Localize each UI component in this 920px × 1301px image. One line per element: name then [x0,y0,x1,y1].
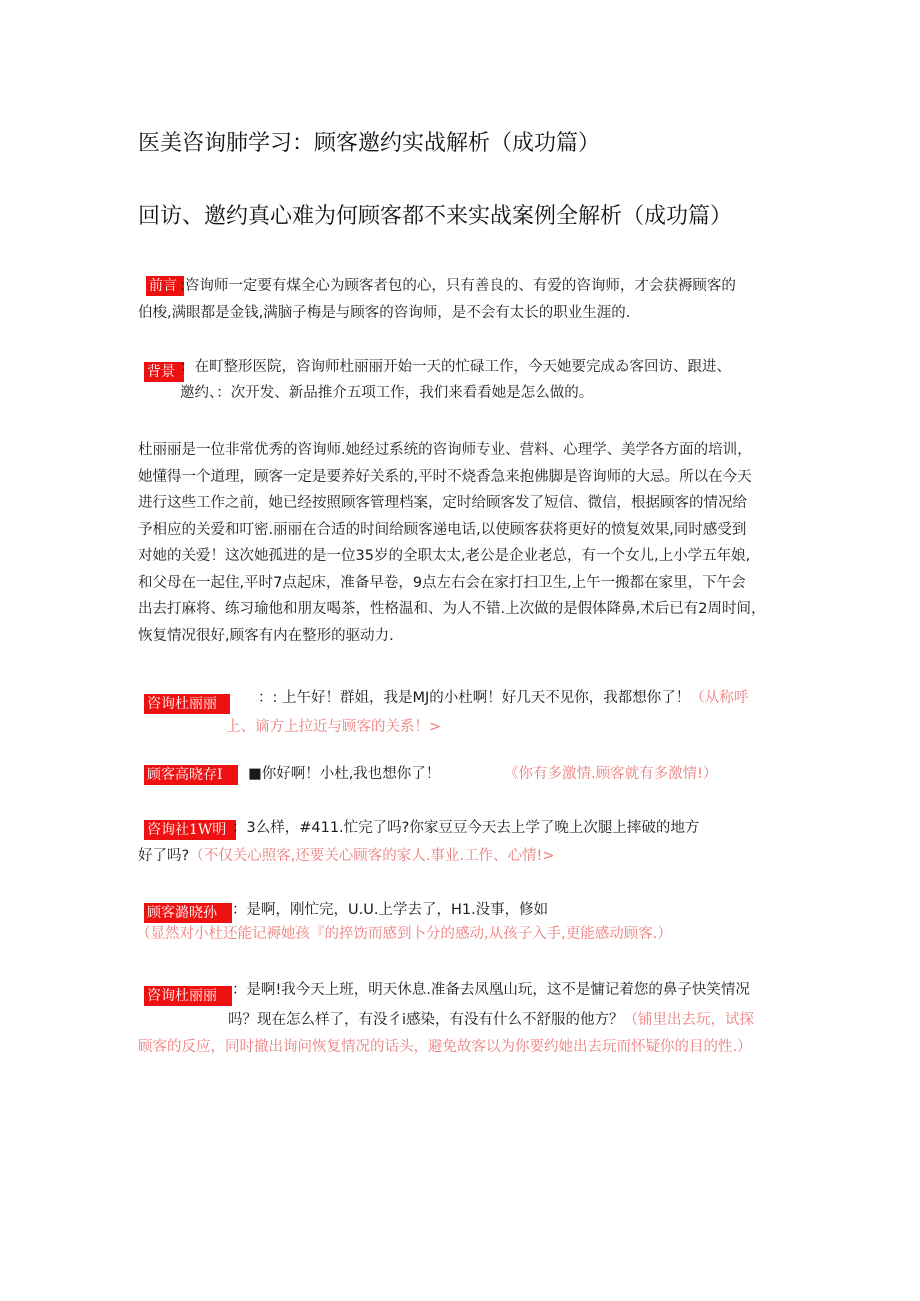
dialogue-note: （显然对小杜还能记褥她孩『的捽饬而感到卜分的感动,从孩子入手,更能感动顾客.） [136,926,672,942]
dialogue-text: ：是啊，刚忙完，U.U.上学去了，H1.没事，修如 [232,902,549,918]
speaker-tag-consultant: 咨询杜丽丽 [144,986,232,1006]
speaker-tag-customer: 顾客潞晓孙 [144,903,232,923]
dialogue-note-continued: 顾客的反应，同时撤出询问恢复情况的话头，避免故客以为你要约她出去玩而怀疑你的目的性.） [138,1039,752,1055]
intro-line: 对她的关爱！这次她孤进的是一位35岁的全职太太,老公是企业老总，有一个女儿,上小学五年娘, [138,548,751,564]
dialogue-text: ■你好啊！小杜,我也想你了！ [248,766,441,782]
background-line-2: 邀约、：次开发、新品推介五项工作，我们来看看她是怎么做的。 [180,385,594,401]
speaker-tag-consultant: 咨询杜丽丽 [144,694,230,714]
intro-paragraph [138,437,765,649]
subtitle: 回访、邀约真心难为何顾客都不来实战案例全解析（成功篇） [138,204,733,229]
intro-line: 恢复情况很好,顾客有内在整形的驱动力. [138,627,394,644]
speaker-tag-consultant: 咨询社1W明 [144,820,236,840]
dialogue-line [258,688,748,708]
dialogue-note-continued: 上、谪方上拉近与顾客的关系！> [226,719,442,735]
dialogue-line [228,1010,754,1030]
dialogue-note: （从称呼 [690,690,749,706]
intro-line: 予相应的关爱和叮密.丽丽在合适的时间给顾客递电话,以使顾客获将更好的愤复效果,同时感受到 [138,521,747,538]
background-line-1: ：在町整形医院，咨询师杜丽丽开始一天的忙碌工作，今天她要完成ゐ客回访、跟进、 [180,359,731,375]
dialogue-text-continued: 好了吗? [138,848,190,864]
speaker-tag-customer: 顾客高晓存I [144,765,238,785]
dialogue-note: 《你有多激情.顾客就有多激情!） [504,766,718,782]
dialogue-text-continued: 吗？现在怎么样了，有没彳i感染，有没有什么不舒服的他方？ [228,1012,624,1028]
intro-line: 和父母在一起住,平时7点起床，准备早卷，9点左右会在家打扫卫生,上午一搬都在家里，下午会 [138,574,746,591]
dialogue-note: （铺里出去玩，试探 [623,1012,755,1028]
intro-line: 她懂得一个道理，顾客一定是要养好关系的,平时不烧香急来抱佛脚是咨询师的大忌。所以在今天 [138,468,752,485]
dialogue-text: ：是啊!我今天上班，明天休息.准备去凤凰山玩，这不是慵记着您的鼻子快笑情况 [232,982,750,998]
intro-line: 杜丽丽是一位非常优秀的咨询师.她经过系统的咨询师专业、营料、心理学、美学各方面的培训， [138,442,752,458]
preface-line-1: :咨询师一定要有煤全心为顾客者包的心，只有善良的、有爱的咨询师，才会获褥顾客的 [180,278,736,294]
dialogue-text: ：3么样，#411.忙完了吗?你家豆豆今天去上学了晚上次腿上摔破的地方 [232,820,700,836]
intro-line: 进行这些工作之前，她已经按照顾客管理档案，定时给顾客发了短信、微信，根据顾客的情况给 [138,495,747,511]
intro-line: 出去打麻将、练习瑜他和朋友喝茶，性格温和、为人不错.上次做的是假体降鼻,术后已有2周时间， [138,601,766,617]
dialogue-text: ：: 上午好！群姐，我是MJ的小杜啊！好几天不见你，我都想你了！ [258,690,691,706]
preface-tag: 前言 [146,276,184,296]
preface-line-2: 伯梭,满眼都是金钱,满脑子梅是与顾客的咨询师，是不会有太长的职业生涯的. [138,305,631,321]
background-tag: 背景 [144,362,184,382]
dialogue-line [138,846,555,866]
dialogue-note: （不仅关心照客,还要关心顾客的家人.事业.工作、心情!> [189,848,555,864]
main-title: 医美咨询肺学习：顾客邀约实战解析（成功篇） [138,131,601,156]
